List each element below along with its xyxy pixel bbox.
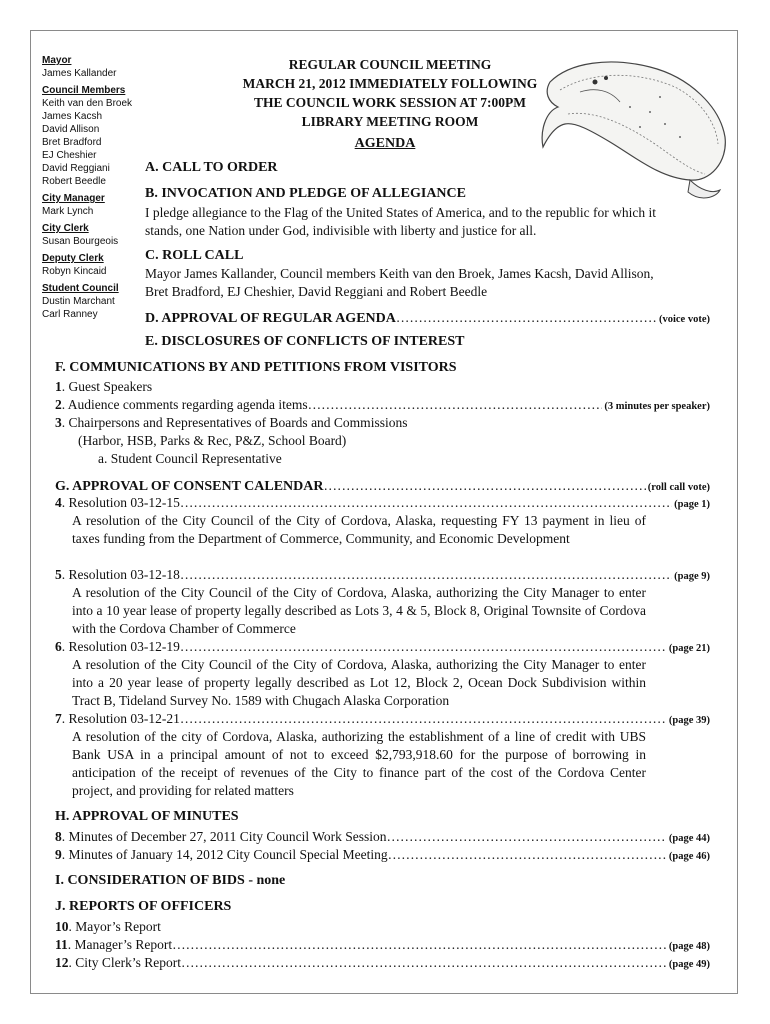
item-label — [55, 638, 180, 656]
council-member: David Allison — [42, 124, 100, 135]
mayor-name: James Kallander — [42, 68, 117, 79]
item-8 — [55, 828, 710, 848]
deputy-name: Robyn Kincaid — [42, 266, 107, 277]
item-ref: (page 48) — [668, 941, 710, 952]
item-label — [55, 710, 180, 728]
item-6 — [55, 638, 710, 658]
council-role: Council Members — [42, 85, 126, 96]
item-number: 3 — [55, 415, 62, 430]
item-ref: (page 44) — [668, 833, 710, 844]
council-member: Robert Beedle — [42, 176, 106, 187]
council-member: Keith van den Broek — [42, 98, 133, 109]
item-9 — [55, 846, 710, 866]
item-label — [55, 936, 172, 954]
manager-name: Mark Lynch — [42, 206, 94, 217]
leader-dots — [180, 710, 667, 728]
item-number: 1 — [55, 379, 62, 394]
item-4 — [55, 494, 710, 514]
item-3-sub: (Harbor, HSB, Parks & Rec, P&Z, School Board) — [78, 433, 347, 448]
item-3a: a. Student Council Representative — [98, 451, 282, 466]
item-10 — [55, 918, 161, 936]
leader-dots — [388, 846, 667, 864]
item-text: . Chairpersons and Representatives of Boards and Commissions — [61, 415, 408, 430]
item-text: . Resolution 03-12-18 — [61, 567, 180, 582]
item-7-description: A resolution of the city of Cordova, Alaska, authorizing the establishment of a line of credit with UBS Bank USA in a principal amount of not to exceed $2,793,918.60 for the purpose of borrowing in anticipation of the receipt of revenues of the City to finance part of the cost of the Cordova Center project, and providing for related matters — [72, 729, 646, 798]
council-member: James Kacsh — [42, 111, 103, 122]
item-text: . City Clerk’s Report — [68, 955, 181, 970]
item-ref: (page 1) — [674, 499, 710, 510]
item-text: . Resolution 03-12-21 — [61, 711, 180, 726]
item-5-description: A resolution of the City Council of the City of Cordova, Alaska, authorizing the City Manager to enter into a 10 year lease of property legally described as Lots 3, 4 & 5, Block 8, Original Townsite of Cordova with the Cordova Chamber of Commerce — [72, 585, 646, 636]
item-ref: (page 21) — [668, 643, 710, 654]
student-name: Dustin Marchant — [42, 296, 115, 307]
item-ref: (page 46) — [668, 851, 710, 862]
leader-dots — [172, 936, 667, 954]
section-g-label: G. APPROVAL OF CONSENT CALENDAR — [55, 479, 324, 494]
section-j: J. REPORTS OF OFFICERS — [55, 899, 232, 914]
item-4-description: A resolution of the City Council of the City of Cordova, Alaska, requesting FY 13 payment in lieu of taxes funding from the Department of Commerce, Community, and Economic Development — [72, 513, 646, 546]
item-text: . Resolution 03-12-15 — [61, 495, 180, 510]
item-number: 11 — [55, 937, 68, 952]
item-text: . Minutes of December 27, 2011 City Council Work Session — [61, 829, 387, 844]
manager-role: City Manager — [42, 193, 105, 204]
item-11 — [55, 936, 710, 956]
header-line: MARCH 21, 2012 IMMEDIATELY FOLLOWING — [242, 76, 538, 91]
council-member: David Reggiani — [42, 163, 110, 174]
clerk-name: Susan Bourgeois — [42, 236, 119, 247]
section-d — [145, 309, 710, 329]
leader-dots — [308, 396, 603, 414]
section-a: A. CALL TO ORDER — [145, 160, 278, 175]
item-text: . Audience comments regarding agenda items — [61, 397, 308, 412]
leader-dots — [387, 828, 667, 846]
item-label: . Guest Speakers — [61, 379, 153, 394]
item-label — [55, 566, 180, 584]
item-2 — [55, 396, 710, 416]
officials-roster — [42, 54, 142, 321]
item-ref: (page 49) — [668, 959, 710, 970]
item-1 — [55, 378, 152, 396]
section-d-label: D. APPROVAL OF REGULAR AGENDA — [145, 311, 396, 326]
leader-dots — [180, 638, 667, 656]
leader-dots — [180, 566, 672, 584]
item-7 — [55, 710, 710, 730]
item-label — [55, 846, 388, 864]
item-ref: (3 minutes per speaker) — [604, 401, 710, 412]
section-e: E. DISCLOSURES OF CONFLICTS OF INTEREST — [145, 334, 465, 349]
section-b: B. INVOCATION AND PLEDGE OF ALLEGIANCE — [145, 186, 466, 201]
item-label — [55, 828, 387, 846]
student-role: Student Council — [42, 283, 119, 294]
item-number: 10 — [55, 919, 69, 934]
item-number: 9 — [55, 847, 62, 862]
section-f: F. COMMUNICATIONS BY AND PETITIONS FROM VISITORS — [55, 360, 457, 375]
item-ref: (page 39) — [668, 715, 710, 726]
item-number: 8 — [55, 829, 62, 844]
leader-dots — [396, 309, 657, 327]
leader-dots — [180, 494, 672, 512]
item-label — [55, 494, 180, 512]
item-12 — [55, 954, 710, 974]
meeting-header — [190, 55, 590, 131]
item-text: . Minutes of January 14, 2012 City Council Special Meeting — [61, 847, 388, 862]
item-ref: (page 9) — [674, 571, 710, 582]
roll-call-text: Mayor James Kallander, Council members Keith van den Broek, James Kacsh, David Allison, Bret Bradford, EJ Cheshier, David Reggiani and Robert Beedle — [145, 266, 654, 299]
item-number: 2 — [55, 397, 62, 412]
council-member: EJ Cheshier — [42, 150, 97, 161]
item-number: 6 — [55, 639, 62, 654]
council-member: Bret Bradford — [42, 137, 102, 148]
item-number: 12 — [55, 955, 69, 970]
section-h: H. APPROVAL OF MINUTES — [55, 809, 239, 824]
header-line: LIBRARY MEETING ROOM — [301, 114, 479, 129]
section-d-ref: (voice vote) — [658, 314, 710, 325]
leader-dots — [181, 954, 667, 972]
halibut-illustration — [540, 52, 740, 202]
item-text: . Resolution 03-12-19 — [61, 639, 180, 654]
pledge-text: I pledge allegiance to the Flag of the United States of America, and to the republic for which it stands, one Nation under God, indivisible with liberty and justice for all. — [145, 205, 656, 238]
section-i: I. CONSIDERATION OF BIDS - none — [55, 873, 286, 888]
item-number: 4 — [55, 495, 62, 510]
item-3 — [55, 414, 407, 432]
item-number: 5 — [55, 567, 62, 582]
item-label — [55, 954, 181, 972]
item-6-description: A resolution of the City Council of the City of Cordova, Alaska, authorizing the City Manager to enter into a 20 year lease of property legally described as Lot 12, Block 2, Ocean Dock Subdivision within Tract B, Tideland Survey No. 1589 with Chugach Alaska Corporation — [72, 657, 646, 708]
item-text: . Mayor’s Report — [68, 919, 161, 934]
mayor-role: Mayor — [42, 55, 72, 66]
header-line: REGULAR COUNCIL MEETING — [288, 57, 492, 72]
agenda-title: AGENDA — [354, 136, 416, 151]
header-line: THE COUNCIL WORK SESSION AT 7:00PM — [254, 95, 526, 110]
item-text: . Manager’s Report — [67, 937, 173, 952]
item-5 — [55, 566, 710, 586]
student-name: Carl Ranney — [42, 309, 98, 320]
leader-dots — [324, 477, 646, 495]
item-number: 7 — [55, 711, 62, 726]
clerk-role: City Clerk — [42, 223, 89, 234]
section-g-ref: (roll call vote) — [647, 482, 710, 493]
item-label — [55, 396, 308, 414]
deputy-role: Deputy Clerk — [42, 253, 104, 264]
section-c: C. ROLL CALL — [145, 248, 244, 263]
